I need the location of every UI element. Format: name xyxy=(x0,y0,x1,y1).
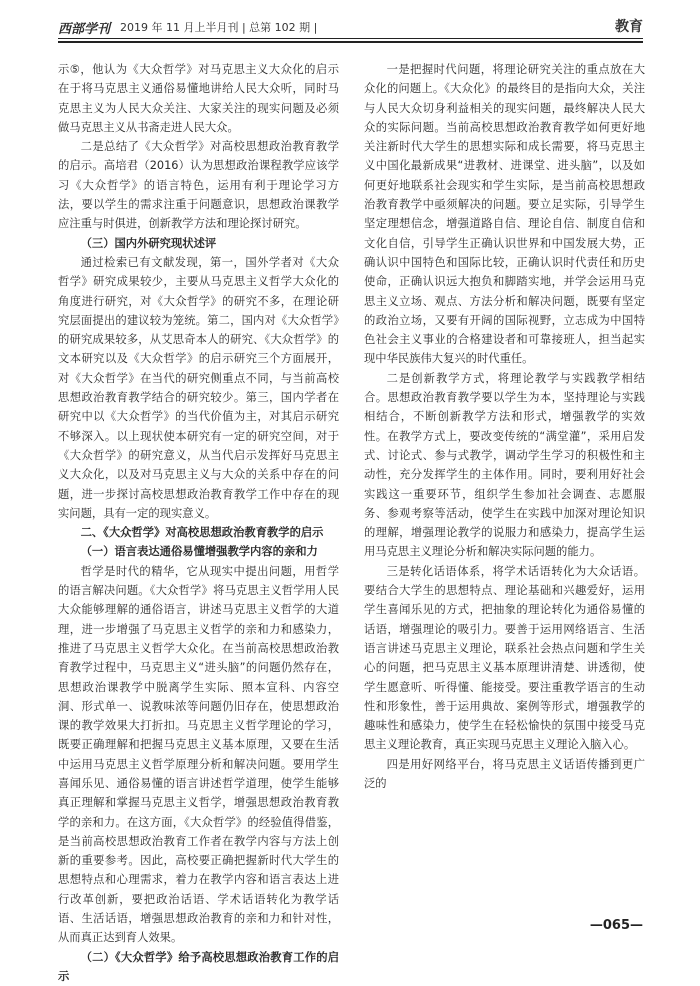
issue-info: 2019 年 11 月上半月刊 | 总第 102 期 | xyxy=(120,21,318,34)
right-column xyxy=(364,60,645,793)
journal-brand: 西部学刊 xyxy=(58,22,111,37)
subheading: 二、《大众哲学》对高校思想政治教育教学的启示 xyxy=(80,526,324,540)
section-label: 教育 xyxy=(615,19,643,35)
body-paragraph: 哲学是时代的精华，它从现实中提出问题，用哲学的语言解决问题。《大众哲学》将马克思主义哲学用人民大众能够理解的通俗语言，讲述马克思主义哲学的大道理，进一步增强了马克思主义哲学的亲和力和感染力，推进了马克思主义哲学大众化。在当前高校思想政治教育教学过程中，马克思主义“进头脑”的问题仍然存在，思想政治课教学中脱离学生实际、照本宣科、内容空洞、形式单一、说教味浓等问题仍旧存在，使思想政治课的教学效果大打折扣。马克思主义哲学理论的学习，既要正确理解和把握马克思主义基本原理，又要在生活中运用马克思主义哲学原理分析和解决问题。要用学生喜闻乐见、通俗易懂的语言讲述哲学道理，使学生能够真正理解和掌握马克思主义哲学，增强思想政治教育教学的亲和力。在这方面，《大众哲学》的经验值得借鉴，是当前高校思想政治教育工作者在教学内容与方法上创新的重要参考。因此，高校要正确把握新时代大学生的思想特点和心理需求，着力在教学内容和语言表达上进行改革创新，要把政治话语、学术话语转化为教学话语、生活话语，增强思想政治教育的亲和力和针对性，从而真正达到育人效果。 xyxy=(58,564,339,945)
subheading: （二）《大众哲学》给予高校思想政治教育工作的启示 xyxy=(58,950,339,983)
subheading: （一）语言表达通俗易懂增强教学内容的亲和力 xyxy=(80,545,318,559)
body-paragraph: 通过检索已有文献发现，第一，国外学者对《大众哲学》研究成果较少，主要从马克思主义哲学大众化的角度进行研究，对《大众哲学》的研究不多，在理论研究层面提出的建议较为笼统。第二，国内对《大众哲学》的研究成果较多，从艾思奇本人的研究、《大众哲学》的文本研究以及《大众哲学》的启示研究三个方面展开，对《大众哲学》在当代的研究侧重点不同，与当前高校思想政治教育教学结合的研究较少。第三，国内学者在研究中以《大众哲学》的当代价值为主，对其启示研究不够深入。以上现状使本研究有一定的研究空间，对于《大众哲学》的研究意义，从当代启示发挥好马克思主义大众化，以及对马克思主义与大众的关系中存在的问题，进一步探讨高校思想政治教育教学工作中存在的现实问题，具有一定的现实意义。 xyxy=(58,255,339,520)
body-paragraph: 二是创新教学方式，将理论教学与实践教学相结合。思想政治教育教学要以学生为本，坚持理论与实践相结合，不断创新教学方法和形式，增强教学的实效性。在教学方式上，要改变传统的“满堂灌”，采用启发式、讨论式、参与式教学，调动学生学习的积极性和主动性，充分发挥学生的主体作用。同时，要利用好社会实践这一重要环节，组织学生参加社会调查、志愿服务、参观考察等活动，使学生在实践中加深对理论知识的理解，增强理论教学的说服力和感染力，提高学生运用马克思主义理论分析和解决实际问题的能力。 xyxy=(364,371,645,559)
header-rule-thin xyxy=(58,38,643,39)
subheading: （三）国内外研究现状述评 xyxy=(80,236,217,250)
body-paragraph: 示⑤，他认为《大众哲学》对马克思主义大众化的启示在于将马克思主义通俗易懂地讲给人民大众听，同时马克思主义为人民大众关注、大家关注的现实问题及必须做马克思主义从书斋走进人民大众。 xyxy=(58,63,339,134)
page-number: —065— xyxy=(589,918,643,933)
body-paragraph: 四是用好网络平台，将马克思主义话语传播到更广泛的 xyxy=(364,757,645,790)
body-paragraph: 一是把握时代问题，将理论研究关注的重点放在大众化的问题上。《大众化》的最终目的是指向大众，关注与人民大众切身利益相关的现实问题，最终解决人民大众的实际问题。当前高校思想政治教育教学如何更好地关注新时代大学生的思想实际和成长需要，将马克思主义中国化最新成果“进教材、进课堂、进头脑”，以及如何更好地联系社会现实和学生实际，是当前高校思想政治教育教学中亟须解决的问题。要立足实际，引导学生坚定理想信念，增强道路自信、理论自信、制度自信和文化自信，引导学生正确认识世界和中国发展大势，正确认识中国特色和国际比较，正确认识时代责任和历史使命，正确认识远大抱负和脚踏实地，并学会运用马克思主义立场、观点、方法分析和解决问题，既要有坚定的政治立场，又要有开阔的国际视野，立志成为中国特色社会主义事业的合格建设者和可靠接班人，担当起实现中华民族伟大复兴的时代重任。 xyxy=(364,63,645,366)
body-paragraph: 三是转化话语体系，将学术话语转化为大众话语。要结合大学生的思想特点、理论基础和兴趣爱好，运用学生喜闻乐见的方式，把抽象的理论转化为通俗易懂的话语，增强理论的吸引力。要善于运用网络语言、生活语言讲述马克思主义理论，联系社会热点问题和学生关心的问题，把马克思主义基本原理讲清楚、讲透彻，使学生愿意听、听得懂、能接受。要注重教学语言的生动性和形象性，善于运用典故、案例等形式，增强教学的趣味性和感染力，使学生在轻松愉快的氛围中接受马克思主义理论教育，真正实现马克思主义理论入脑入心。 xyxy=(364,564,645,752)
body-paragraph: 二是总结了《大众哲学》对高校思想政治教育教学的启示。高培君（2016）认为思想政治课程教学应该学习《大众哲学》的语言特色，运用有利于理论学习方法，要以学生的需求注重于问题意识，思想政治课教学应注重与时俱进，创新教学方法和理论探讨研究。 xyxy=(58,140,339,231)
page-header xyxy=(58,18,643,44)
header-rule-thick xyxy=(58,41,643,43)
left-column xyxy=(58,60,339,986)
